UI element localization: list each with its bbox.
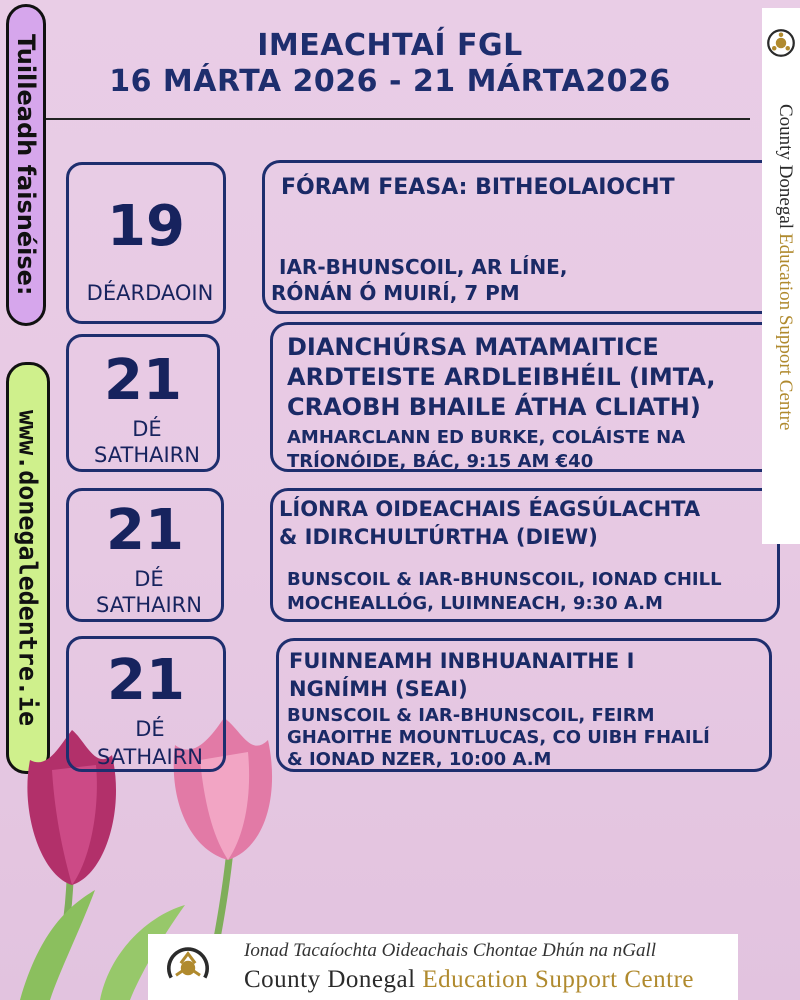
header-divider [42, 118, 750, 120]
day-number: 21 [104, 348, 182, 413]
day-number: 21 [107, 648, 185, 713]
event-detail: BUNSCOIL & IAR-BHUNSCOIL, IONAD CHILL [287, 569, 722, 590]
event-card [270, 488, 780, 622]
logo-emblem-icon [164, 944, 212, 992]
event-card [276, 638, 772, 772]
event-detail: GHAOITHE MOUNTLUCAS, CO UIBH FHAILÍ [287, 727, 710, 748]
day-name: DÉ [134, 567, 164, 591]
website-link[interactable]: www.donegaledentre.ie [6, 362, 50, 774]
event-title: CRAOBH BHAILE ÁTHA CLIATH) [287, 393, 701, 421]
day-name: DÉ [135, 717, 165, 741]
event-card [262, 160, 788, 314]
day-name: SATHAIRN [94, 443, 200, 467]
page-title: IMEACHTAÍ FGL [257, 28, 523, 63]
event-detail: BUNSCOIL & IAR-BHUNSCOIL, FEIRM [287, 705, 655, 726]
event-detail: TRÍONÓIDE, BÁC, 9:15 AM €40 [287, 451, 594, 472]
event-detail: & IONAD NZER, 10:00 A.M [287, 749, 552, 770]
event-detail: RÓNÁN Ó MUIRÍ, 7 PM [271, 281, 520, 305]
logo-name-part1: County Donegal [775, 104, 796, 230]
day-name: DÉARDAOIN [86, 281, 214, 305]
logo-irish-name: Ionad Tacaíochta Oideachais Chontae Dhún na nGall [244, 940, 656, 961]
day-number: 21 [106, 498, 184, 563]
event-date-box [66, 334, 220, 472]
date-range: 16 MÁRTA 2026 - 21 MÁRTA2026 [109, 64, 671, 99]
event-title: LÍONRA OIDEACHAIS ÉAGSÚLACHTA [279, 497, 701, 521]
event-detail: IAR-BHUNSCOIL, AR LÍNE, [279, 255, 568, 279]
day-name: SATHAIRN [97, 745, 203, 769]
side-logo-text [766, 104, 796, 544]
event-card [270, 322, 798, 472]
bottom-logo [148, 934, 738, 1000]
event-detail: MOCHEALLÓG, LUIMNEACH, 9:30 A.M [287, 593, 663, 614]
logo-name-part2: Education Support Centre [775, 233, 796, 431]
event-date-box [66, 162, 226, 324]
logo-emblem-icon [766, 28, 796, 58]
event-title: FÓRAM FEASA: BITHEOLAIOCHT [281, 175, 675, 200]
logo-name-part1: County Donegal [244, 966, 416, 993]
event-title: ARDTEISTE ARDLEIBHÉIL (IMTA, [287, 363, 716, 391]
logo-english-name [244, 966, 694, 994]
event-title: FUINNEAMH INBHUANAITHE I [289, 649, 635, 673]
event-date-box [66, 636, 226, 772]
event-title: & IDIRCHULTÚRTHA (DIEW) [279, 525, 598, 549]
event-detail: AMHARCLANN ED BURKE, COLÁISTE NA [287, 427, 686, 448]
day-number: 19 [107, 194, 185, 259]
day-name: DÉ [132, 417, 162, 441]
more-info-tag: Tuilleadh faisnéise: [6, 4, 46, 326]
logo-name-part2: Education Support Centre [422, 966, 694, 993]
day-name: SATHAIRN [96, 593, 202, 617]
event-date-box [66, 488, 224, 622]
event-title: NGNÍMH (SEAI) [289, 677, 468, 701]
event-title: DIANCHÚRSA MATAMAITICE [287, 333, 659, 361]
side-logo [762, 8, 800, 544]
